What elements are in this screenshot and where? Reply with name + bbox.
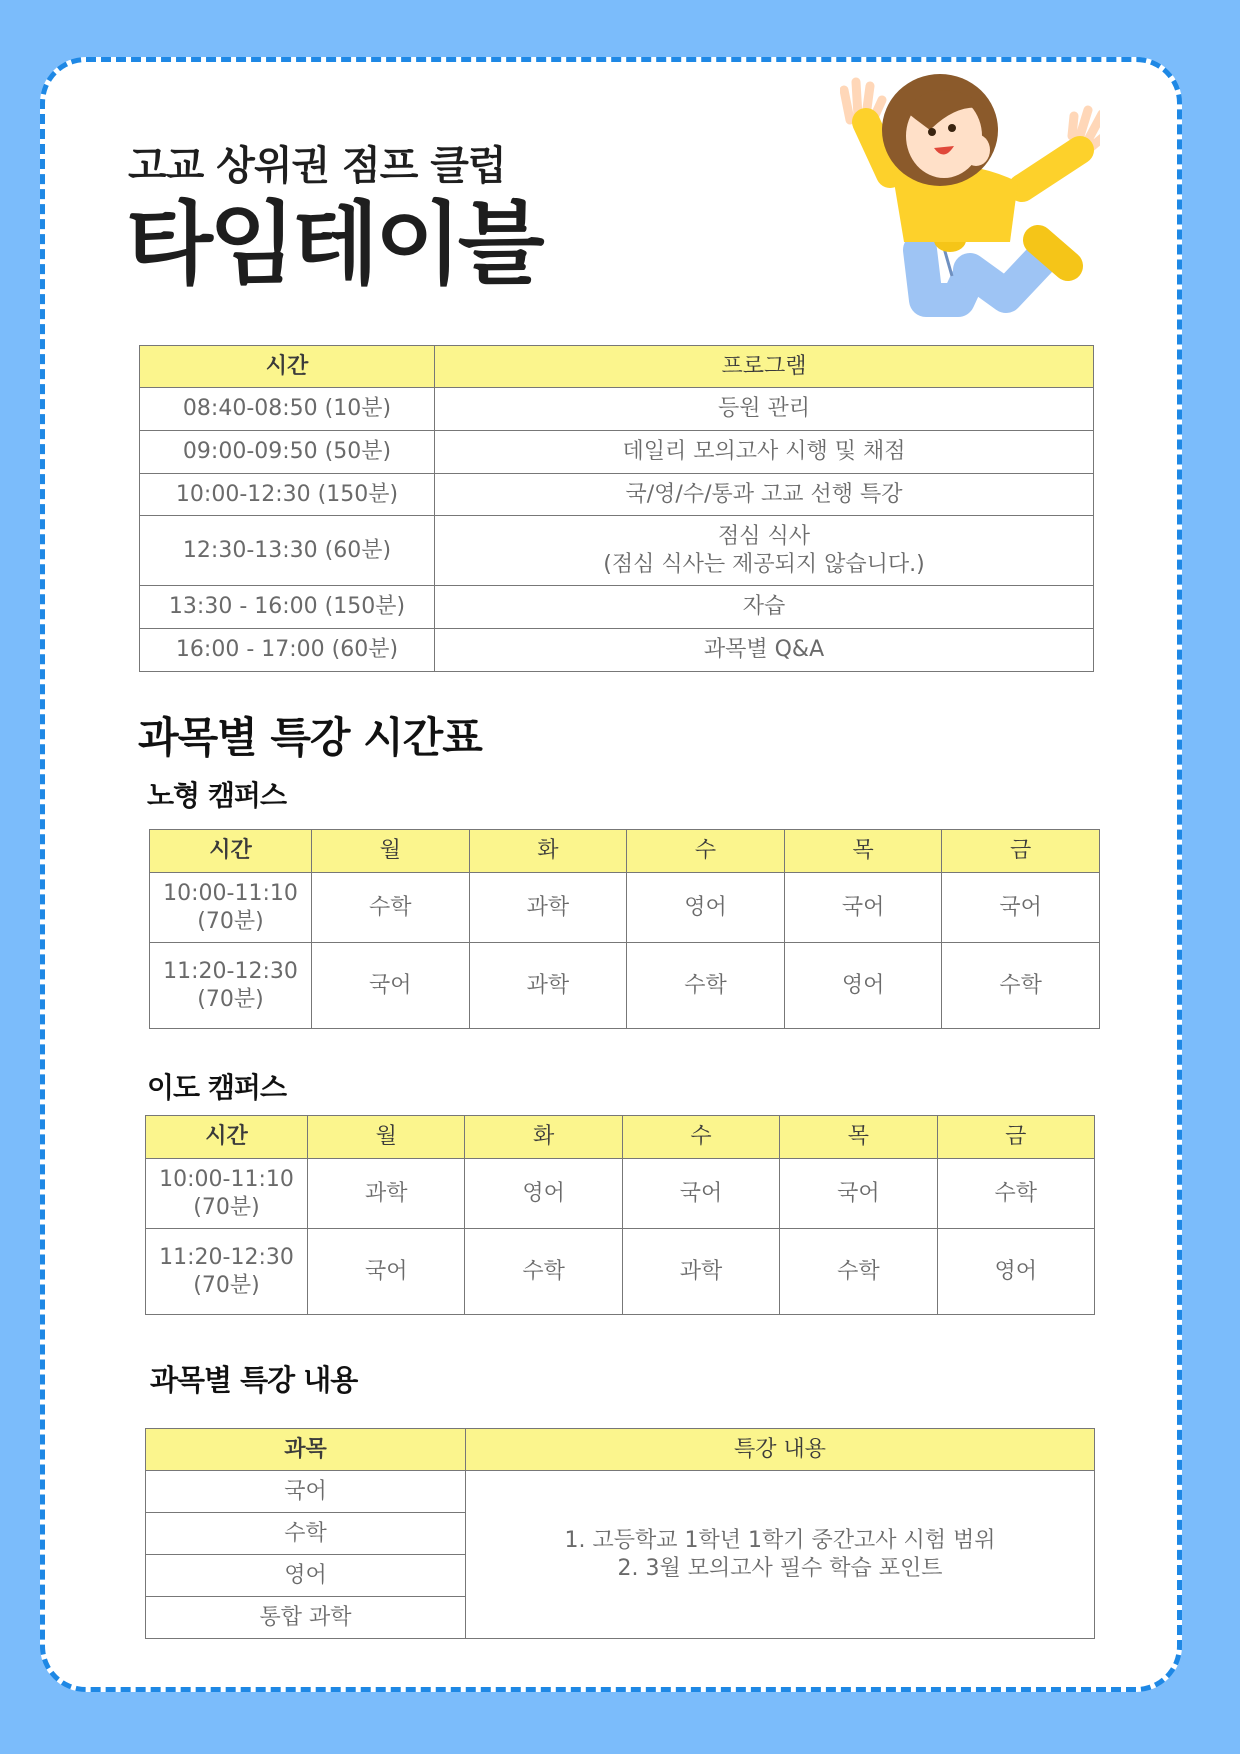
time-cell: 13:30 - 16:00 (150분) [140,586,435,629]
table-row [140,516,1094,586]
header-mon: 월 [308,1116,465,1159]
time-range: 11:20-12:30 [163,959,298,984]
time-range: 11:20-12:30 [159,1245,294,1270]
page-subtitle: 고교 상위권 점프 클럽 [128,143,506,189]
nohyeong-schedule-table [149,829,1100,1029]
header-time: 시간 [146,1116,308,1159]
subject-cell: 과학 [469,943,627,1029]
subject-cell: 수학 [146,1513,466,1555]
lecture-content-title: 과목별 특강 내용 [150,1363,358,1397]
program-cell: 데일리 모의고사 시행 및 채점 [435,431,1094,474]
subject-cell: 과학 [469,873,627,943]
page-title: 타임테이블 [126,192,541,297]
time-cell [146,1159,308,1229]
program-cell: 등원 관리 [435,388,1094,431]
table-row [140,388,1094,431]
content-point: 1. 고등학교 1학년 1학기 중간고사 시험 범위 [564,1528,996,1553]
header-wed: 수 [627,830,785,873]
subject-cell: 통합 과학 [146,1597,466,1639]
nohyeong-campus-title: 노형 캠퍼스 [147,779,286,812]
time-cell: 10:00-12:30 (150분) [140,474,435,516]
table-row [140,474,1094,516]
ido-campus-title: 이도 캠퍼스 [147,1071,286,1104]
time-cell: 08:40-08:50 (10분) [140,388,435,431]
time-duration: (70분) [193,1272,260,1298]
header-tue: 화 [465,1116,622,1159]
subject-cell: 국어 [312,943,470,1029]
header-time: 시간 [140,346,435,388]
subject-cell: 영어 [146,1555,466,1597]
subject-cell: 국어 [780,1159,937,1229]
header-fri: 금 [942,830,1100,873]
table-row [140,431,1094,474]
time-cell: 09:00-09:50 (50분) [140,431,435,474]
time-duration: (70분) [197,908,264,934]
subject-cell: 국어 [942,873,1100,943]
time-cell [150,873,312,943]
time-range: 10:00-11:10 [159,1167,294,1192]
header-content: 특강 내용 [466,1429,1095,1471]
subject-cell: 국어 [146,1471,466,1513]
subject-cell: 수학 [627,943,785,1029]
program-cell: 자습 [435,586,1094,629]
table-row [140,629,1094,672]
subject-cell: 국어 [308,1229,465,1315]
subject-cell: 과학 [308,1159,465,1229]
subject-cell: 수학 [465,1229,622,1315]
subject-cell: 영어 [465,1159,622,1229]
time-cell [150,943,312,1029]
header-wed: 수 [622,1116,779,1159]
subject-cell: 수학 [942,943,1100,1029]
subject-cell: 영어 [937,1229,1094,1315]
header-subject: 과목 [146,1429,466,1471]
table-row [150,873,1100,943]
subject-cell: 영어 [784,943,942,1029]
program-cell: 과목별 Q&A [435,629,1094,672]
program-note: (점심 식사는 제공되지 않습니다.) [603,551,925,577]
header-tue: 화 [469,830,627,873]
content-cell [466,1471,1095,1639]
lecture-content-table [145,1428,1095,1639]
program-cell: 국/영/수/통과 고교 선행 특강 [435,474,1094,516]
time-cell: 16:00 - 17:00 (60분) [140,629,435,672]
time-duration: (70분) [193,1194,260,1220]
header-thu: 목 [784,830,942,873]
program-cell [435,516,1094,586]
header-time: 시간 [150,830,312,873]
subject-cell: 수학 [937,1159,1094,1229]
subject-cell: 과학 [622,1229,779,1315]
subject-cell: 수학 [780,1229,937,1315]
table-row [140,586,1094,629]
table-row [146,1159,1095,1229]
table-row [150,943,1100,1029]
time-range: 10:00-11:10 [163,881,298,906]
header-thu: 목 [780,1116,937,1159]
subject-cell: 영어 [627,873,785,943]
table-row [146,1471,1095,1513]
subject-cell: 국어 [784,873,942,943]
program-text: 점심 식사 [717,524,810,549]
time-duration: (70분) [197,986,264,1012]
subject-cell: 수학 [312,873,470,943]
time-cell: 12:30-13:30 (60분) [140,516,435,586]
time-cell [146,1229,308,1315]
ido-schedule-table [145,1115,1095,1315]
subject-cell: 국어 [622,1159,779,1229]
header-fri: 금 [937,1116,1094,1159]
header-mon: 월 [312,830,470,873]
jumping-girl-icon [840,70,1100,330]
header-program: 프로그램 [435,346,1094,388]
content-point: 2. 3월 모의고사 필수 학습 포인트 [617,1555,943,1581]
main-timetable [139,345,1094,672]
subject-schedule-title: 과목별 특강 시간표 [138,713,482,762]
table-row [146,1229,1095,1315]
